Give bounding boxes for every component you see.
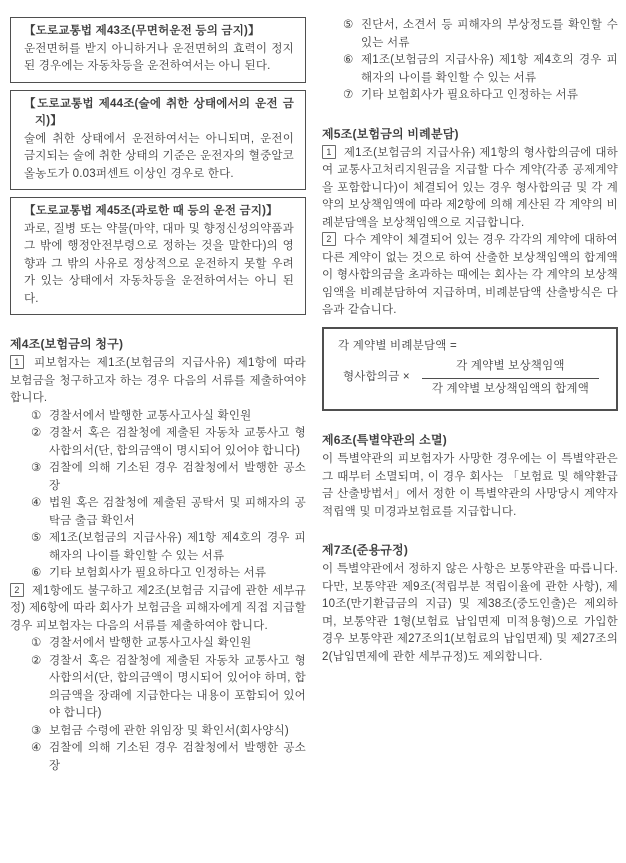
law-box-title: 【도로교통법 제43조(무면허운전 등의 금지)】: [24, 25, 260, 37]
article4-heading: 제4조(보험금의 청구): [10, 337, 124, 351]
article4-paragraph-1: [10, 355, 306, 408]
list-item-number: ⑤: [343, 19, 354, 31]
law-box-title: 【도로교통법 제45조(과로한 때 등의 운전 금지)】: [24, 205, 278, 217]
fraction-denominator: 각 계약별 보상책임액의 합계액: [431, 382, 590, 395]
list-item-number: ④: [31, 742, 42, 754]
article7-heading: 제7조(준용규정): [322, 543, 409, 557]
list-item-number: ①: [31, 637, 42, 649]
list-item-text: 경찰서에서 발행한 교통사고사실 확인원: [49, 409, 252, 422]
list-item-text: 제1조(보험금의 지급사유) 제1항 제4호의 경우 피해자의 나이를 확인할 수 있는 서류: [49, 532, 306, 562]
paragraph-text: 제1항에도 불구하고 제2조(보험금 지급에 관한 세부규정) 제6항에 따라 회사가 보험금을 피해자에게 직접 지급할 경우 피보험자는 다음의 서류를 제출하여야 합니다.: [10, 584, 306, 632]
list-item-text: 검찰에 의해 기소된 경우 검찰청에서 발행한 공소장: [49, 742, 306, 772]
paragraph-text: 제1조(보험금의 지급사유) 제1항의 형사합의금에 대하여 교통사고처리지원금을 지급할 다수 계약(각종 공제계약을 포함합니다)이 체결되어 있는 경우 형사합의금 및 각 계약의 보상책임액에 따라 제2항에 의해 계산된 각 계약의 비례분담액을 보상책임액으로 지급합니다.: [322, 146, 618, 229]
paragraph-number-box: 2: [10, 583, 24, 597]
list-item: [10, 723, 306, 741]
article4-paragraph-2: [10, 583, 306, 636]
article5-paragraph-1: [322, 145, 618, 233]
right-column: [322, 17, 618, 666]
list-item: [10, 565, 306, 583]
article6-heading: 제6조(특별약관의 소멸): [322, 433, 447, 447]
law-box-body: 운전면허를 받지 아니하거나 운전면허의 효력이 정지된 경우에는 자동차등을 운전하여서는 아니 된다.: [24, 42, 294, 72]
list-item-number: ⑥: [31, 567, 42, 579]
list-item-text: 제1조(보험금의 지급사유) 제1항 제4호의 경우 피해자의 나이를 확인할 수 있는 서류: [361, 54, 618, 84]
list-item-text: 진단서, 소견서 등 피해자의 부상정도를 확인할 수 있는 서류: [361, 19, 618, 49]
list-item: [10, 740, 306, 775]
paragraph-number-box: 1: [10, 355, 24, 369]
list-item-number: ⑥: [343, 54, 354, 66]
paragraph-number-box: 1: [322, 145, 336, 159]
list-item-number: ④: [31, 497, 42, 509]
formula-factor: 형사합의금 ×: [342, 371, 410, 384]
fraction-numerator: 각 계약별 보상책임액: [422, 358, 599, 379]
list-item: [10, 635, 306, 653]
paragraph-number-box: 2: [322, 232, 336, 246]
law-box-article45: [10, 197, 306, 315]
article6-body: 이 특별약관의 피보험자가 사망한 경우에는 이 특별약관은 그 때부터 소멸되며, 이 경우 회사는 「보험료 및 해약환급금 산출방법서」에서 정한 이 특별약관의 사망당시 계약자적립액 및 미경과보험료를 지급합니다.: [322, 453, 618, 518]
article5-heading: 제5조(보험금의 비례분담): [322, 126, 459, 141]
list-item-number: ⑦: [343, 89, 354, 101]
law-box-article43: [10, 17, 306, 83]
list-item-number: ③: [31, 462, 42, 474]
list-item-text: 경찰서에서 발행한 교통사고사실 확인원: [49, 637, 252, 649]
list-item: [10, 495, 306, 530]
formula-fraction: [422, 358, 599, 398]
list-item-text: 법원 혹은 검찰청에 제출된 공탁서 및 피해자의 공탁금 출급 확인서: [49, 497, 306, 527]
list-item-number: ⑤: [31, 532, 42, 544]
list-item-text: 보험금 수령에 관한 위임장 및 확인서(회사양식): [49, 724, 289, 737]
list-item-number: ③: [31, 724, 42, 737]
law-box-body: 과로, 질병 또는 약물(마약, 대마 및 향정신성의약품과 그 밖에 행정안전부령으로 정하는 것을 말한다)의 영향과 그 밖의 사유로 정상적으로 운전하지 못할 우려가 있는 상태에서 자동차등을 운전하여서는 아니 된다.: [24, 222, 294, 305]
law-box-title: 【도로교통법 제44조(술에 취한 상태에서의 운전 금지)】: [24, 97, 294, 127]
formula-expression: [338, 358, 604, 398]
law-box-article44: [10, 90, 306, 191]
list-item: [322, 17, 618, 52]
list-item-text: 경찰서 혹은 검찰청에 제출된 자동차 교통사고 형사합의서(단, 합의금액이 명시되어 있어야 하며, 합의금액을 장래에 지급한다는 내용이 포함되어 있어야 합니다): [49, 654, 306, 719]
list-item-number: ②: [31, 427, 42, 439]
list-item: [10, 653, 306, 723]
law-box-body: 술에 취한 상태에서 운전하여서는 아니되며, 운전이 금지되는 술에 취한 상태의 기준은 운전자의 혈중알코올농도가 0.03퍼센트 이상인 경우로 한다.: [24, 132, 294, 180]
paragraph-text: 피보험자는 제1조(보험금의 지급사유) 제1항에 따라 보험금을 청구하고자 하는 경우 다음의 서류를 제출하여야 합니다.: [10, 357, 306, 404]
list-item-number: ①: [31, 409, 42, 422]
list-item: [10, 460, 306, 495]
list-item: [322, 87, 618, 105]
list-item: [10, 530, 306, 565]
left-column: [10, 17, 306, 775]
list-item: [10, 408, 306, 426]
paragraph-text: 다수 계약이 체결되어 있는 경우 각각의 계약에 대하여 다른 계약이 없는 것으로 하여 산출한 보상책임액의 합계액이 형사합의금을 초과하는 때에는 회사는 각 계약의 보상책임액을 비례분담하여 지급하며, 비례분담액 산출방식은 다음과 같습니다.: [322, 234, 618, 316]
list-item-text: 기타 보험회사가 필요하다고 인정하는 서류: [49, 567, 267, 579]
proportional-share-formula-box: [322, 327, 618, 412]
list-item: [322, 52, 618, 87]
article7-body: 이 특별약관에서 정하지 않은 사항은 보통약관을 따릅니다. 다만, 보통약관 제9조(적립부분 적립이율에 관한 사항), 제10조(만기환급금의 지급) 및 제38조(중도인출)은 제외하며, 보통약관 1형(보험료 납입면제 미적용형)으로 가입한 경우 보통약관 제27조의1(보험료의 납입면제) 및 제27조의2(납입면제에 관한 세부규정)도 제외합니다.: [322, 563, 618, 663]
article5-paragraph-2: [322, 232, 618, 320]
list-item-number: ②: [31, 654, 42, 667]
list-item-text: 기타 보험회사가 필요하다고 인정하는 서류: [361, 89, 579, 101]
formula-left-hand-side: 각 계약별 비례분담액 =: [338, 339, 457, 352]
list-item-text: 경찰서 혹은 검찰청에 제출된 자동차 교통사고 형사합의서(단, 합의금액이 명시되어 있어야 합니다): [49, 427, 306, 457]
list-item: [10, 425, 306, 460]
list-item-text: 검찰에 의해 기소된 경우 검찰청에서 발행한 공소장: [49, 462, 306, 492]
